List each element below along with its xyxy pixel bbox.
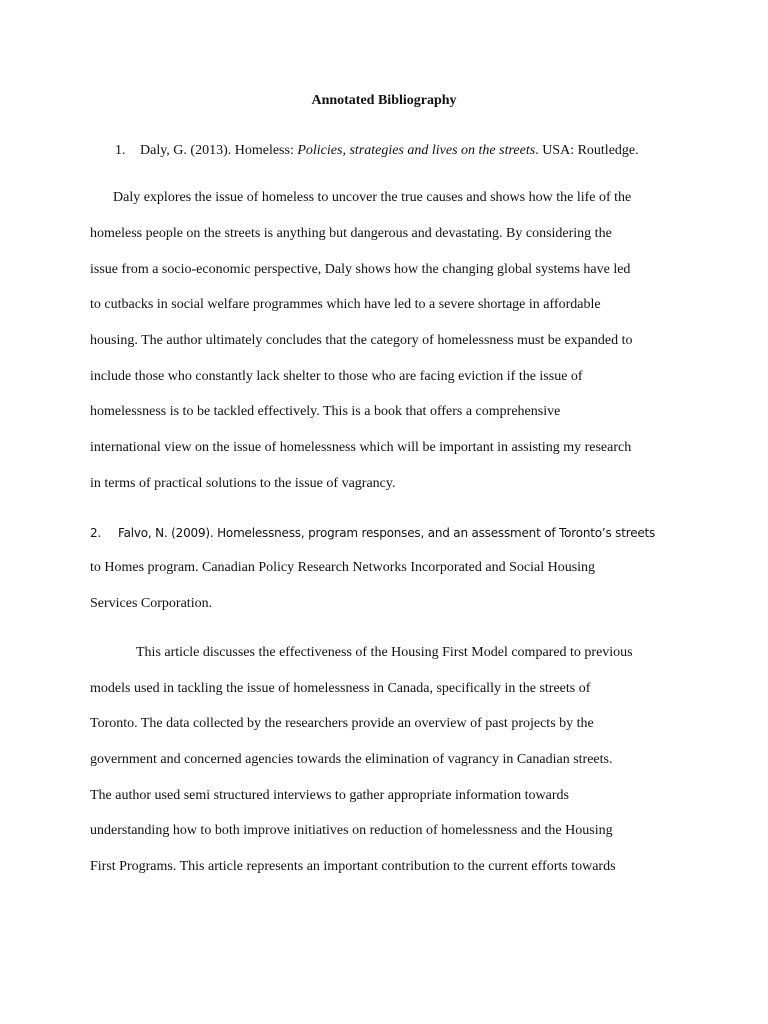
annotation-1-line: homelessness is to be tackled effectively. This is a book that offers a comprehensive	[90, 404, 561, 419]
page-title: Annotated Bibliography	[311, 93, 457, 108]
citation-entry-2-line-2: to Homes program. Canadian Policy Research Networks Incorporated and Social Housing	[90, 560, 596, 575]
citation-text-start: Daly, G. (2013). Homeless:	[140, 143, 298, 158]
citation-entry-2	[90, 523, 690, 543]
annotation-1-line: include those who constantly lack shelter to those who are facing eviction if the issue of	[90, 369, 583, 384]
annotation-1-line: Daly explores the issue of homeless to uncover the true causes and shows how the life of the	[113, 190, 632, 205]
annotation-1-line: international view on the issue of homelessness which will be important in assisting my research	[90, 440, 632, 455]
annotation-2-line: This article discusses the effectiveness of the Housing First Model compared to previous	[136, 645, 633, 660]
citation-title-italic: Policies, strategies and lives on the streets	[297, 143, 536, 158]
entry-number: 2.	[90, 526, 102, 540]
citation-text-line-1: Falvo, N. (2009). Homelessness, program responses, and an assessment of Toronto’s streets	[118, 526, 656, 540]
citation-text-end: . USA: Routledge.	[535, 143, 639, 158]
annotation-2-line: understanding how to both improve initiatives on reduction of homelessness and the Housing	[90, 823, 613, 838]
annotation-2-line: government and concerned agencies towards the elimination of vagrancy in Canadian streets.	[90, 752, 613, 767]
citation-entry-1	[90, 141, 690, 161]
annotation-1-line: in terms of practical solutions to the issue of vagrancy.	[90, 476, 396, 491]
annotation-1-line: issue from a socio-economic perspective, Daly shows how the changing global systems have led	[90, 262, 631, 277]
entry-number: 1.	[115, 143, 126, 158]
annotation-1-line: homeless people on the streets is anything but dangerous and devastating. By considering the	[90, 226, 612, 241]
annotation-2-line: The author used semi structured interviews to gather appropriate information towards	[90, 788, 569, 803]
annotation-1-line: to cutbacks in social welfare programmes which have led to a severe shortage in affordable	[90, 297, 601, 312]
annotation-2-line: models used in tackling the issue of homelessness in Canada, specifically in the streets of	[90, 681, 591, 696]
annotation-2-line: First Programs. This article represents an important contribution to the current efforts towards	[90, 859, 616, 874]
annotation-2-line: Toronto. The data collected by the researchers provide an overview of past projects by the	[90, 716, 594, 731]
annotation-1-line: housing. The author ultimately concludes that the category of homelessness must be expanded to	[90, 333, 633, 348]
citation-entry-2-line-3: Services Corporation.	[90, 596, 213, 611]
